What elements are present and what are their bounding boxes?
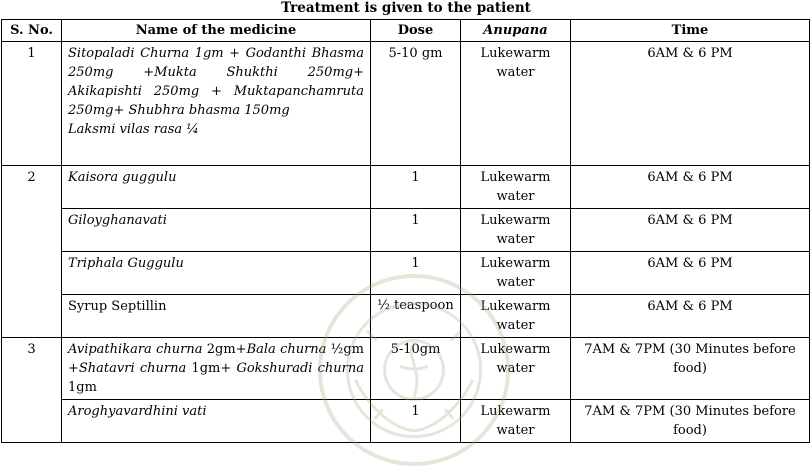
anupana-cell: Lukewarm water <box>461 400 571 443</box>
header-dose: Dose <box>371 20 461 42</box>
anupana-cell: Lukewarm water <box>461 166 571 209</box>
time-cell: 6AM & 6 PM <box>571 42 810 166</box>
medicine-qty: 1gm <box>68 380 97 395</box>
medicine-cell: Syrup Septillin <box>62 295 371 338</box>
medicine-cell: Kaisora guggulu <box>62 166 371 209</box>
header-time: Time <box>571 20 810 42</box>
header-anupana: Anupana <box>461 20 571 42</box>
table-row <box>2 42 810 166</box>
medicine-text: Laksmi vilas rasa ¼ <box>68 122 199 137</box>
table-row <box>2 338 810 400</box>
dose-cell: 5-10gm <box>371 338 461 400</box>
header-row <box>2 20 810 42</box>
time-cell: 7AM & 7PM (30 Minutes before food) <box>571 400 810 443</box>
medicine-cell <box>62 338 371 400</box>
table-row <box>2 295 810 338</box>
medicine-cell: Aroghyavardhini vati <box>62 400 371 443</box>
medicine-cell: Giloyghanavati <box>62 209 371 252</box>
anupana-cell: Lukewarm water <box>461 42 571 166</box>
table-row <box>2 400 810 443</box>
medicine-qty: ½gm + <box>68 342 364 376</box>
medicine-name: Gokshuradi churna <box>236 361 364 376</box>
medicine-name: Shatavri churna <box>78 361 187 376</box>
dose-cell: 1 <box>371 166 461 209</box>
treatment-table <box>1 19 810 443</box>
medicine-name: Bala churna <box>246 342 327 357</box>
anupana-cell: Lukewarm water <box>461 295 571 338</box>
time-cell: 6AM & 6 PM <box>571 252 810 295</box>
medicine-qty: 1gm+ <box>186 361 237 376</box>
time-cell: 7AM & 7PM (30 Minutes before food) <box>571 338 810 400</box>
dose-cell: ½ teaspoon <box>371 295 461 338</box>
dose-cell: 5-10 gm <box>371 42 461 166</box>
anupana-cell: Lukewarm water <box>461 338 571 400</box>
table-caption: Treatment is given to the patient <box>281 0 531 16</box>
medicine-text: Sitopaladi Churna 1gm + Godanthi Bhasma 250mg +Mukta Shukthi 250mg+ Akikapishti 250mg + Muktapanchamruta 250mg+ Shubhra bhasma 150mg <box>68 46 364 118</box>
sno-cell: 3 <box>2 338 62 443</box>
dose-cell: 1 <box>371 252 461 295</box>
table-row <box>2 252 810 295</box>
dose-cell: 1 <box>371 400 461 443</box>
time-cell: 6AM & 6 PM <box>571 166 810 209</box>
medicine-cell: Triphala Guggulu <box>62 252 371 295</box>
table-row <box>2 209 810 252</box>
dose-cell: 1 <box>371 209 461 252</box>
sno-cell: 1 <box>2 42 62 166</box>
header-sno: S. No. <box>2 20 62 42</box>
time-cell: 6AM & 6 PM <box>571 209 810 252</box>
anupana-cell: Lukewarm water <box>461 209 571 252</box>
medicine-name: Avipathikara churna <box>68 342 203 357</box>
medicine-cell <box>62 42 371 166</box>
time-cell: 6AM & 6 PM <box>571 295 810 338</box>
anupana-cell: Lukewarm water <box>461 252 571 295</box>
medicine-qty: 2gm+ <box>202 342 247 357</box>
header-medicine: Name of the medicine <box>62 20 371 42</box>
sno-cell: 2 <box>2 166 62 338</box>
table-row <box>2 166 810 209</box>
